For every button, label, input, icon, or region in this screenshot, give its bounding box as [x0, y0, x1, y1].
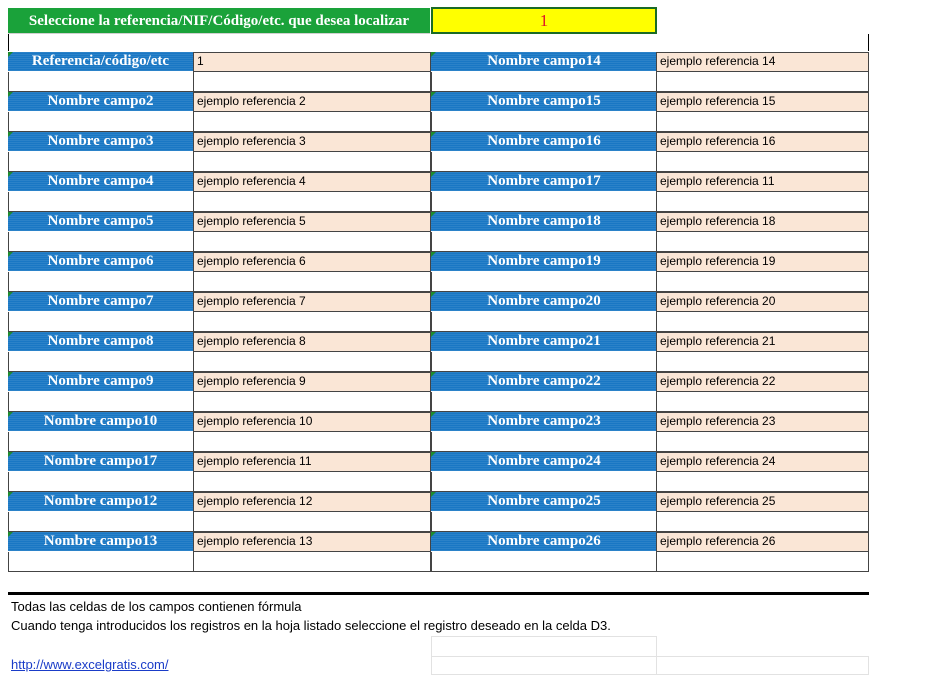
empty-cell[interactable]	[431, 232, 658, 252]
field-value-cell[interactable]: ejemplo referencia 15	[656, 92, 869, 112]
empty-cell[interactable]	[431, 312, 658, 332]
empty-cell	[656, 656, 869, 675]
search-label: Seleccione la referencia/NIF/Código/etc. que desea localizar	[8, 8, 430, 34]
field-label: Nombre campo10	[8, 412, 193, 431]
empty-cell[interactable]	[8, 272, 194, 292]
empty-cell[interactable]	[656, 272, 869, 292]
empty-cell[interactable]	[656, 152, 869, 172]
empty-cell[interactable]	[193, 352, 431, 372]
field-label: Nombre campo9	[8, 372, 193, 391]
empty-cell[interactable]	[193, 72, 431, 92]
empty-cell[interactable]	[656, 312, 869, 332]
field-label: Nombre campo12	[8, 492, 193, 511]
empty-cell[interactable]	[656, 392, 869, 412]
empty-cell[interactable]	[431, 512, 658, 532]
empty-cell[interactable]	[193, 472, 431, 492]
empty-cell[interactable]	[656, 552, 869, 572]
empty-cell[interactable]	[431, 72, 658, 92]
empty-cell[interactable]	[193, 552, 431, 572]
field-value-cell[interactable]: ejemplo referencia 19	[656, 252, 869, 272]
field-label: Nombre campo22	[431, 372, 657, 391]
field-label: Nombre campo13	[8, 532, 193, 551]
empty-cell[interactable]	[193, 312, 431, 332]
field-value-cell[interactable]: ejemplo referencia 23	[656, 412, 869, 432]
empty-cell[interactable]	[656, 112, 869, 132]
empty-cell[interactable]	[431, 272, 658, 292]
field-label: Nombre campo5	[8, 212, 193, 231]
field-label: Nombre campo26	[431, 532, 657, 551]
empty-cell[interactable]	[193, 512, 431, 532]
empty-cell[interactable]	[193, 272, 431, 292]
empty-cell[interactable]	[8, 432, 194, 452]
empty-cell[interactable]	[193, 392, 431, 412]
empty-cell[interactable]	[656, 352, 869, 372]
field-value-cell[interactable]: ejemplo referencia 18	[656, 212, 869, 232]
field-value-cell[interactable]: ejemplo referencia 13	[193, 532, 431, 552]
empty-cell[interactable]	[8, 192, 194, 212]
field-value-cell[interactable]: ejemplo referencia 24	[656, 452, 869, 472]
field-value-cell[interactable]: ejemplo referencia 7	[193, 292, 431, 312]
field-label: Referencia/código/etc	[8, 52, 193, 71]
field-value-cell[interactable]: ejemplo referencia 11	[656, 172, 869, 192]
field-label: Nombre campo17	[431, 172, 657, 191]
empty-cell[interactable]	[431, 192, 658, 212]
empty-cell[interactable]	[656, 432, 869, 452]
field-value-cell[interactable]: ejemplo referencia 8	[193, 332, 431, 352]
field-label: Nombre campo8	[8, 332, 193, 351]
empty-cell[interactable]	[8, 112, 194, 132]
field-value-cell[interactable]: ejemplo referencia 12	[193, 492, 431, 512]
empty-cell[interactable]	[656, 192, 869, 212]
empty-cell[interactable]	[8, 392, 194, 412]
empty-cell[interactable]	[8, 312, 194, 332]
empty-cell[interactable]	[193, 432, 431, 452]
empty-cell[interactable]	[193, 192, 431, 212]
empty-cell[interactable]	[193, 232, 431, 252]
field-label: Nombre campo6	[8, 252, 193, 271]
empty-cell[interactable]	[431, 112, 658, 132]
field-label: Nombre campo23	[431, 412, 657, 431]
field-label: Nombre campo2	[8, 92, 193, 111]
empty-cell[interactable]	[656, 512, 869, 532]
empty-cell[interactable]	[8, 512, 194, 532]
field-label: Nombre campo21	[431, 332, 657, 351]
search-reference-input[interactable]: 1	[431, 7, 657, 34]
empty-cell[interactable]	[656, 232, 869, 252]
empty-cell	[431, 636, 657, 657]
field-label: Nombre campo14	[431, 52, 657, 71]
empty-cell[interactable]	[431, 472, 658, 492]
field-value-cell[interactable]: ejemplo referencia 26	[656, 532, 869, 552]
field-value-cell[interactable]: ejemplo referencia 9	[193, 372, 431, 392]
note-formulas: Todas las celdas de los campos contienen fórmula	[11, 599, 302, 614]
field-value-cell[interactable]: ejemplo referencia 5	[193, 212, 431, 232]
blank-row	[8, 34, 869, 51]
empty-cell[interactable]	[656, 472, 869, 492]
field-label: Nombre campo25	[431, 492, 657, 511]
empty-cell[interactable]	[8, 72, 194, 92]
field-label: Nombre campo15	[431, 92, 657, 111]
field-value-cell[interactable]: 1	[193, 52, 431, 72]
empty-cell[interactable]	[431, 552, 658, 572]
field-value-cell[interactable]: ejemplo referencia 14	[656, 52, 869, 72]
field-value-cell[interactable]: ejemplo referencia 4	[193, 172, 431, 192]
empty-cell[interactable]	[431, 152, 658, 172]
empty-cell[interactable]	[193, 152, 431, 172]
field-label: Nombre campo16	[431, 132, 657, 151]
field-value-cell[interactable]: ejemplo referencia 25	[656, 492, 869, 512]
empty-cell[interactable]	[8, 472, 194, 492]
field-label: Nombre campo24	[431, 452, 657, 471]
empty-cell[interactable]	[431, 352, 658, 372]
empty-cell[interactable]	[656, 72, 869, 92]
empty-cell[interactable]	[8, 552, 194, 572]
field-label: Nombre campo4	[8, 172, 193, 191]
field-label: Nombre campo3	[8, 132, 193, 151]
field-value-cell[interactable]: ejemplo referencia 11	[193, 452, 431, 472]
note-instructions: Cuando tenga introducidos los registros en la hoja listado seleccione el registro deseado en la celda D3.	[11, 618, 611, 633]
field-value-cell[interactable]: ejemplo referencia 20	[656, 292, 869, 312]
field-value-cell[interactable]: ejemplo referencia 3	[193, 132, 431, 152]
empty-cell[interactable]	[8, 352, 194, 372]
empty-cell[interactable]	[193, 112, 431, 132]
field-label: Nombre campo18	[431, 212, 657, 231]
empty-cell[interactable]	[431, 432, 658, 452]
field-label: Nombre campo7	[8, 292, 193, 311]
field-label: Nombre campo19	[431, 252, 657, 271]
field-label: Nombre campo20	[431, 292, 657, 311]
excelgratis-link[interactable]: http://www.excelgratis.com/	[11, 657, 169, 672]
separator-line	[8, 592, 869, 595]
field-value-cell[interactable]: ejemplo referencia 21	[656, 332, 869, 352]
field-value-cell[interactable]: ejemplo referencia 16	[656, 132, 869, 152]
field-value-cell[interactable]: ejemplo referencia 2	[193, 92, 431, 112]
empty-cell[interactable]	[8, 232, 194, 252]
empty-cell	[431, 656, 657, 675]
field-value-cell[interactable]: ejemplo referencia 22	[656, 372, 869, 392]
field-label: Nombre campo17	[8, 452, 193, 471]
empty-cell[interactable]	[8, 152, 194, 172]
empty-cell[interactable]	[431, 392, 658, 412]
field-value-cell[interactable]: ejemplo referencia 10	[193, 412, 431, 432]
field-value-cell[interactable]: ejemplo referencia 6	[193, 252, 431, 272]
